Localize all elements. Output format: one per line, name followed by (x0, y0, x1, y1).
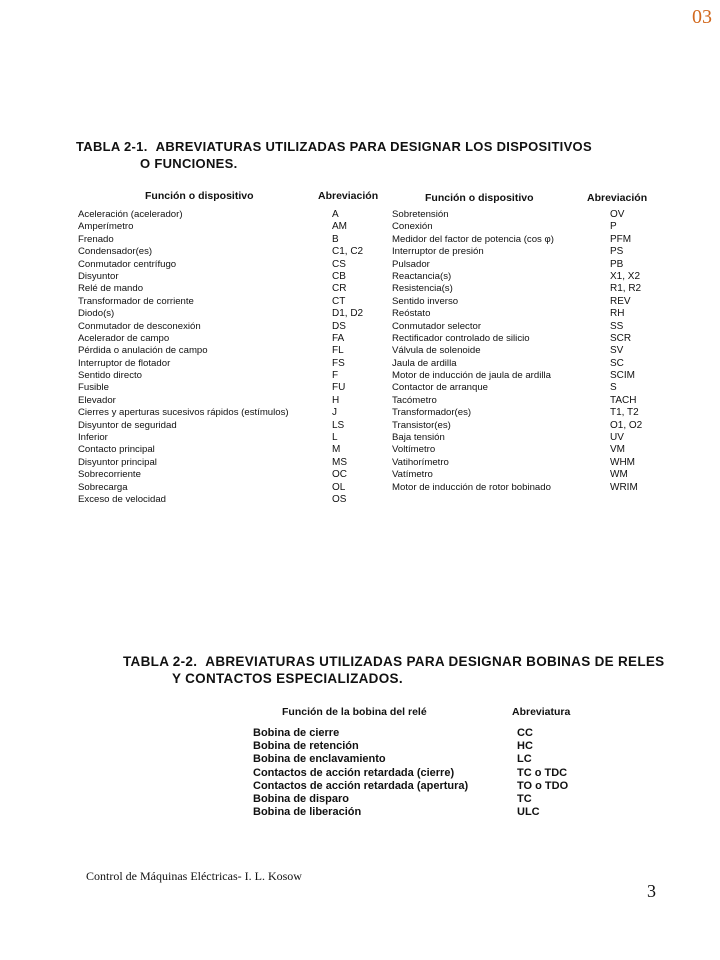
table2-abbrev-cell: LC (517, 753, 532, 766)
table1-left-abbrevs (332, 209, 392, 506)
table1-left-function-cell: Pérdida o anulación de campo (78, 345, 208, 357)
table2-function-cell: Bobina de disparo (253, 792, 349, 805)
table1-left-function-cell: Disyuntor de seguridad (78, 419, 177, 431)
table1-right-function-cell: Sentido inverso (392, 295, 459, 307)
table1-left-abbrev-cell: B (332, 233, 339, 245)
table2-abbrevs (517, 727, 607, 819)
table1-left-abbrev-cell: OS (332, 493, 347, 505)
table1-left-function-cell: Sobrecarga (78, 481, 128, 493)
table1-title-line1: ABREVIATURAS UTILIZADAS PARA DESIGNAR LOS DISPOSITIVOS (155, 139, 592, 154)
table1-right-abbrev-cell: PB (610, 258, 624, 270)
table1-right-function-cell: Interruptor de presión (392, 246, 484, 258)
table1-title (76, 139, 592, 155)
table2-title-line1: ABREVIATURAS UTILIZADAS PARA DESIGNAR BOBINAS DE RELES (205, 654, 665, 669)
table1-left-function-cell: Fusible (78, 382, 109, 394)
table1-right-abbrev-cell: P (610, 221, 617, 233)
table1-right-function-cell: Voltímetro (392, 444, 436, 456)
table1-right-abbrev-cell: OV (610, 209, 625, 220)
table1-right-col-abbrev: Abreviación (587, 192, 648, 204)
table1-right-abbrev-cell: WRIM (610, 481, 638, 493)
table1-right-abbrev-cell: SV (610, 345, 624, 357)
table1-left-function-cell: Condensador(es) (78, 246, 153, 258)
table1-left-abbrev-cell: LS (332, 419, 345, 431)
table1-left-abbrev-cell: M (332, 444, 341, 456)
table1-right-function-cell: Vatímetro (392, 469, 433, 481)
table1-left-abbrev-cell: CB (332, 270, 346, 282)
table1-right-function-cell: Motor de inducción de rotor bobinado (392, 481, 551, 493)
table1-left-abbrev-cell: CT (332, 295, 346, 307)
table2-abbrev-cell: HC (517, 740, 533, 753)
table1-title-line2: O FUNCIONES. (140, 156, 238, 171)
table1-left-abbrev-cell: OL (332, 481, 346, 493)
table1-right-function-cell: Rectificador controlado de silicio (392, 332, 530, 344)
table1-left-function-cell: Contacto principal (78, 444, 155, 456)
table1-left-abbrev-cell: CR (332, 283, 347, 295)
table2-function-cell: Contactos de acción retardada (apertura) (253, 779, 469, 792)
table1-left-abbrev-cell: FA (332, 332, 345, 344)
table1-left-function-cell: Sobrecorriente (78, 469, 141, 481)
table1-left-function-cell: Interruptor de flotador (78, 357, 171, 369)
table1-left-function-cell: Inferior (78, 432, 108, 444)
table1-right-function-cell: Contactor de arranque (392, 382, 488, 394)
table1-right-function-cell: Resistencia(s) (392, 283, 453, 295)
table1-left-function-cell: Sentido directo (78, 370, 142, 382)
table1-left-abbrev-cell: C1, C2 (332, 246, 364, 258)
table1-left-function-cell: Diodo(s) (78, 308, 115, 320)
table1-right-col-function: Función o dispositivo (425, 192, 534, 204)
table1-left-abbrev-cell: L (332, 432, 338, 444)
table1-right-function-cell: Medidor del factor de potencia (cos φ) (392, 233, 554, 245)
table1-right-abbrev-cell: R1, R2 (610, 283, 642, 295)
table2-abbrev-cell: TC o TDC (517, 766, 568, 779)
table1-right-abbrev-cell: PFM (610, 233, 632, 245)
table1-right-abbrev-cell: PS (610, 246, 624, 258)
table2-function-cell: Contactos de acción retardada (cierre) (253, 766, 455, 779)
table1-right-abbrev-cell: SCR (610, 332, 632, 344)
table1-left-function-cell: Conmutador centrífugo (78, 258, 177, 270)
table2-function-cell: Bobina de liberación (253, 806, 362, 819)
table1-right-functions (392, 209, 607, 494)
table1-right-function-cell: Transformador(es) (392, 407, 472, 419)
table1-left-abbrev-cell: H (332, 394, 340, 406)
table1-left-abbrev-cell: FL (332, 345, 344, 357)
table1-right-function-cell: Jaula de ardilla (392, 357, 457, 369)
table1-right-function-cell: Conmutador selector (392, 320, 482, 332)
table1-right-abbrev-cell: WHM (610, 456, 635, 468)
table1-left-functions (78, 209, 328, 506)
table1-left-function-cell: Acelerador de campo (78, 332, 170, 344)
table1-left-function-cell: Frenado (78, 233, 114, 245)
table1-right-function-cell: Baja tensión (392, 432, 445, 444)
table2-function-cell: Bobina de enclavamiento (253, 753, 386, 766)
table1-left-abbrev-cell: MS (332, 456, 347, 468)
table2-abbrev-cell: CC (517, 727, 533, 739)
table1-left-abbrev-cell: CS (332, 258, 346, 270)
footer-citation: Control de Máquinas Eléctricas- I. L. Kosow (86, 869, 302, 883)
table2-abbrev-cell: ULC (517, 806, 540, 819)
table1-left-function-cell: Elevador (78, 394, 116, 406)
table1-right-abbrev-cell: X1, X2 (610, 270, 641, 282)
table2-title-line2: Y CONTACTOS ESPECIALIZADOS. (172, 671, 403, 686)
table1-left-function-cell: Disyuntor principal (78, 456, 157, 468)
page-number: 3 (647, 881, 656, 901)
table1-left-abbrev-cell: FU (332, 382, 346, 394)
table2-abbrev-cell: TO o TDO (517, 779, 569, 792)
corner-page-number: 03 (692, 6, 712, 28)
table1-right-abbrev-cell: UV (610, 432, 624, 444)
table2-functions (253, 727, 503, 819)
table2-abbrev-cell: TC (517, 792, 532, 805)
table1-right-function-cell: Transistor(es) (392, 419, 451, 431)
table1-left-col-function: Función o dispositivo (145, 190, 254, 202)
table1-left-col-abbrev: Abreviación (318, 190, 379, 202)
table1-left-function-cell: Aceleración (acelerador) (78, 209, 183, 220)
table2-col-abbrev: Abreviatura (512, 706, 571, 718)
table1-right-function-cell: Vatihorímetro (392, 456, 449, 468)
table1-left-function-cell: Disyuntor (78, 270, 119, 282)
table1-right-abbrev-cell: SS (610, 320, 624, 332)
table1-right-function-cell: Sobretensión (392, 209, 449, 220)
table1-right-function-cell: Pulsador (392, 258, 430, 270)
table1-right-function-cell: Tacómetro (392, 394, 437, 406)
table1-right-function-cell: Válvula de solenoide (392, 345, 481, 357)
table1-left-abbrev-cell: J (332, 407, 337, 419)
table1-left-function-cell: Relé de mando (78, 283, 144, 295)
table1-left-function-cell: Amperímetro (78, 221, 134, 233)
table2-function-cell: Bobina de cierre (253, 727, 340, 739)
table1-right-function-cell: Reactancia(s) (392, 270, 452, 282)
table2-title (123, 654, 665, 670)
table1-left-function-cell: Transformador de corriente (78, 295, 194, 307)
table1-right-abbrev-cell: WM (610, 469, 628, 481)
table1-title-number: TABLA 2-1. (76, 139, 148, 154)
table1-right-function-cell: Motor de inducción de jaula de ardilla (392, 370, 551, 382)
table1-right-abbrev-cell: REV (610, 295, 631, 307)
table1-right-abbrevs (610, 209, 670, 494)
table1-left-function-cell: Exceso de velocidad (78, 493, 166, 505)
table2-function-cell: Bobina de retención (253, 740, 359, 753)
table1-left-abbrev-cell: A (332, 209, 339, 220)
table1-left-abbrev-cell: D1, D2 (332, 308, 364, 320)
table1-right-abbrev-cell: TACH (610, 394, 637, 406)
table1-right-abbrev-cell: O1, O2 (610, 419, 643, 431)
table1-left-abbrev-cell: DS (332, 320, 346, 332)
table1-left-abbrev-cell: F (332, 370, 339, 382)
table1-left-abbrev-cell: OC (332, 469, 347, 481)
table1-right-abbrev-cell: RH (610, 308, 625, 320)
table1-right-function-cell: Conexión (392, 221, 433, 233)
table2-title-number: TABLA 2-2. (123, 654, 198, 669)
table1-left-abbrev-cell: AM (332, 221, 347, 233)
table1-right-abbrev-cell: S (610, 382, 617, 394)
table2-col-function: Función de la bobina del relé (282, 706, 427, 718)
table1-left-function-cell: Conmutador de desconexión (78, 320, 201, 332)
table1-right-abbrev-cell: SCIM (610, 370, 635, 382)
table1-right-function-cell: Reóstato (392, 308, 431, 320)
table1-left-function-cell: Cierres y aperturas sucesivos rápidos (estímulos) (78, 407, 289, 419)
table1-right-abbrev-cell: T1, T2 (610, 407, 639, 419)
table1-left-abbrev-cell: FS (332, 357, 345, 369)
table1-right-abbrev-cell: VM (610, 444, 625, 456)
table1-right-abbrev-cell: SC (610, 357, 624, 369)
